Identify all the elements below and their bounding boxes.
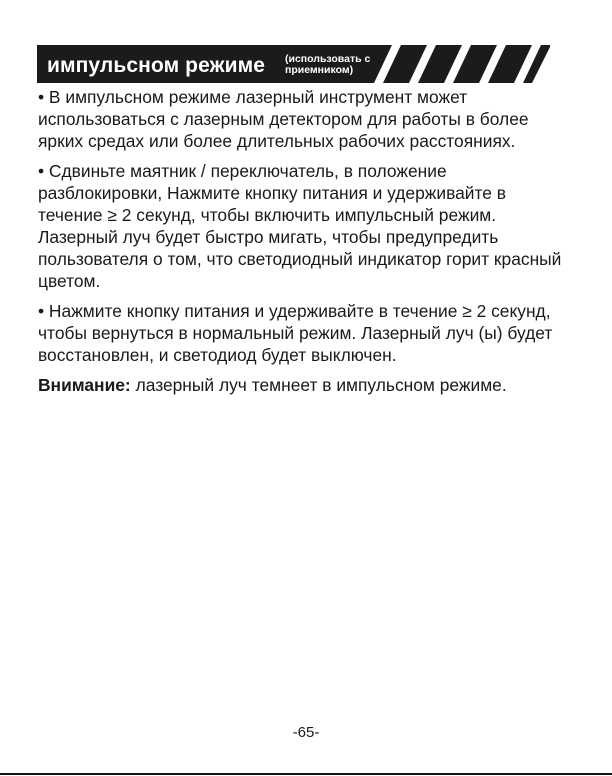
section-header-banner <box>37 45 550 83</box>
page-number: -65- <box>292 724 320 741</box>
paragraph-disable-pulse-mode: • Нажмите кнопку питания и удерживайте в течение ≥ 2 секунд, чтобы вернуться в нормальный режим. Лазерный луч (ы) будет восстановлен, и светодиод будет выключен. <box>38 301 553 365</box>
warning-label: Внимание: <box>38 375 131 395</box>
body-text <box>38 86 568 404</box>
section-title-note <box>285 54 395 76</box>
paragraph-enable-pulse-mode: • Сдвиньте маятник / переключатель, в положение разблокировки, Нажмите кнопку питания и удерживайте в течение ≥ 2 секунд, чтобы включить импульсный режим. Лазерный луч будет быстро мигать, чтобы предупредить пользователя о том, что светодиодный индикатор горит красный цветом. <box>38 161 562 291</box>
section-title-note-line1: (использовать с <box>285 53 371 65</box>
paragraph-pulse-mode-intro: • В импульсном режиме лазерный инструмент может использоваться с лазерным детектором для работы в более ярких средах или более длительных рабочих расстояниях. <box>38 87 529 151</box>
warning-text: лазерный луч темнеет в импульсном режиме. <box>130 375 507 395</box>
bottom-divider <box>0 773 612 775</box>
section-title-note-line2: приемником) <box>285 64 354 76</box>
section-title: импульсном режиме <box>47 54 266 77</box>
warning-note <box>38 374 568 396</box>
